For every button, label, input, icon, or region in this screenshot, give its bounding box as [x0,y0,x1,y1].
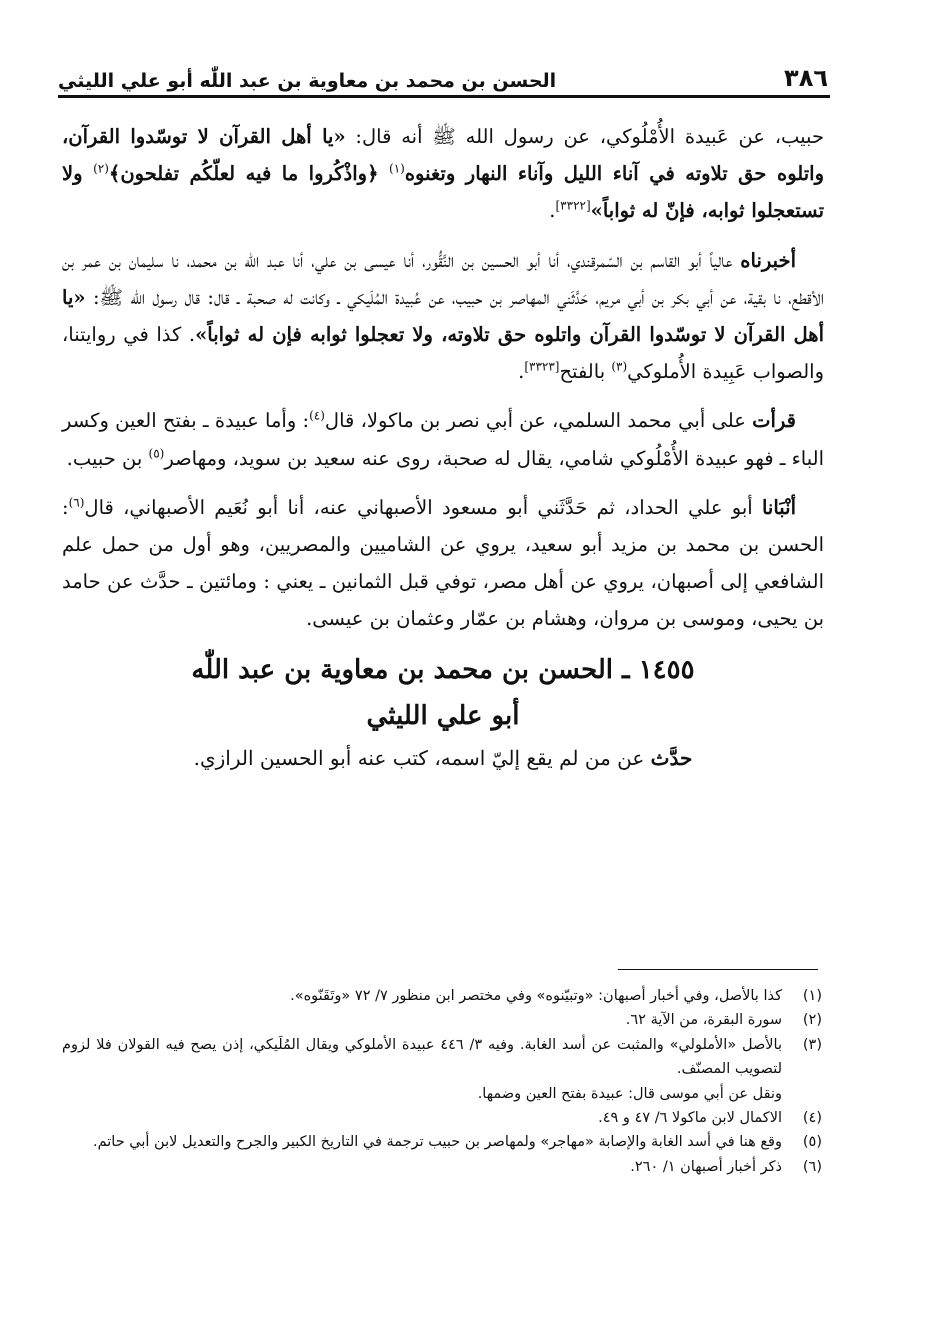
footnote-continuation: ونقل عن أبي موسى قال: عبيدة بفتح العين وضمها. [477,1085,782,1102]
entry-text [62,740,824,777]
running-head: الحسن بن محمد بن معاوية بن عبد اللّٰه أبو علي الليثي [58,70,557,92]
text-run: . كذا في روايتنا، والصواب عَبِيدة الأُملوكي [62,323,824,384]
text-run: على أبي محمد السلمي، عن أبي نصر بن ماكولا، قال [324,409,753,433]
footnote-text: وقع هنا في أسد الغابة والإصابة «مهاجر» ولمهاصر بن حبيب ترجمة في التاريخ الكبير والجرح والتعديل لابن أبي حاتم. [93,1134,782,1151]
footnote-ref: (٢) [93,161,109,176]
footnote-divider [618,969,818,970]
text-run: : وأما عبيدة ـ بفتح العين وكسر الباء ـ فهو عبيدة الأُمْلُوكي شامي، يقال له صحبة، روى عنه سعيد بن سويد، ومهاصر [62,409,824,470]
hadith-quote: «يا أهل القرآن لا توسّدوا القرآن، واتلوه حق تلاوته في آناء الليل وآناء النهار وتغنوه [62,125,824,186]
footnote [62,1106,822,1130]
text-run: . [518,360,525,384]
text-run: أبو علي الحداد، ثم حَدَّثَني أبو مسعود الأصبهاني عنه، أنا أبو نُعَيم الأصبهاني، قال [84,495,762,519]
footnote-text: الاكمال لابن ماكولا ٦/ ٤٧ و ٤٩. [598,1110,782,1127]
footnote-number: (٥) [802,1134,822,1151]
footnotes [62,984,822,1179]
entry-title: ١٤٥٥ ـ الحسن بن محمد بن معاوية بن عبد اللّٰه [191,654,695,685]
footnote-ref: (٤) [309,408,325,423]
hadith-quote: ولا تستعجلوا ثوابه، فإنّ له ثواباً» [62,162,824,223]
footnote-text: بالأصل «الأملولي» والمثبت عن أسد الغابة. وفيه ٣/ ٤٤٦ عبيدة الأملوكي ويقال المُلَيكي، إذن يصح فيه القولان فلا لزوم لتصويب المصنّف. [62,1036,783,1078]
main-text [62,118,824,777]
paragraph-hadith [62,118,824,230]
quran-quote: ﴿واذْكُروا ما فيه لعلّكُم تفلحون﴾ [108,162,390,186]
text-run: . [549,199,556,223]
header-divider [58,95,830,98]
footnote-number: (٤) [802,1110,822,1127]
hadith-quote: «يا أهل القرآن لا توسّدوا القرآن واتلوه حق تلاوته، ولا تعجلوا ثوابه فإن له ثواباً» [62,285,824,347]
footnote-number: (١) [802,988,822,1004]
keyword: أنْبَانا [761,495,796,519]
footnote-text: ذكر أخبار أصبهان ١/ ٢٦٠. [630,1158,782,1175]
footnote [62,1033,822,1082]
text-run: بن حبيب. [66,446,149,470]
page-header [58,56,828,92]
page-number: ٣٨٦ [784,64,828,92]
keyword: حدَّث [650,745,693,770]
text-run: بالفتح [559,360,612,384]
keyword: أخبرناه [740,248,796,272]
entry-subtitle: أبو علي الليثي [366,700,520,731]
text-run: حبيب، عن عَبيدة الأُمْلُوكي، عن رسول الله ﷺ أنه قال: [345,125,824,148]
text-run: عالياً أبو القاسم بن السّمرقندي، أنا أبو الحسين بن النَّقُّور، أنا عيسى بن علي، أنا عبد اللّٰه بن محمد، نا سليمان بن عمر بن الأقطع، نا بقية، عن أبي بكر بن أبي مريم، حَدَّثَني المهاصر بن حبيب، عن عُبيدة المُلَيكي ـ وكانت له صحبة ـ قال: قال رسول الله ﷺ: [62,248,824,309]
footnote-ref: (١) [389,161,405,176]
footnote-ref: (٦) [68,495,85,510]
paragraph-anbana [62,489,824,638]
footnote [62,1155,822,1179]
footnote [62,984,822,1008]
footnote-number: (٦) [802,1158,822,1175]
footnote-number: (٢) [802,1012,822,1029]
paragraph-akhbarnahu [62,242,824,391]
footnote-text: كذا بالأصل، وفي أخبار أصبهان: «وتبيّنوه» وفي مختصر ابن منظور ٧/ ٧٢ «وتَقَنّوه». [290,988,782,1004]
hadith-number: [٣٣٢٣] [524,359,560,374]
footnote-ref: (٣) [611,359,628,374]
footnote [62,1130,822,1154]
footnote [62,1008,822,1032]
footnote-number: (٣) [802,1036,822,1053]
hadith-number: [٣٣٢٢] [555,198,591,213]
footnote-ref: (٥) [148,446,165,461]
text-run: عن من لم يقع إليّ اسمه، كتب عنه أبو الحسين الرازي. [193,745,651,770]
text-run: : الحسن بن محمد بن مزيد أبو سعيد، يروي عن الشاميين والمصريين، وهو أول من حمل علم الشافعي إلى أصبهان، يروي عن أهل مصر، توفي قبل الثمانين ـ يعني : ومائتين ـ حدَّث عن حامد بن يحيى، وموسى بن مروان، وهشام بن عمّار وعثمان بن عيسى. [62,495,824,631]
paragraph-qaraat [62,402,824,476]
footnote-text: سورة البقرة، من الآية ٦٢. [625,1012,782,1029]
keyword: قرأت [752,409,796,433]
